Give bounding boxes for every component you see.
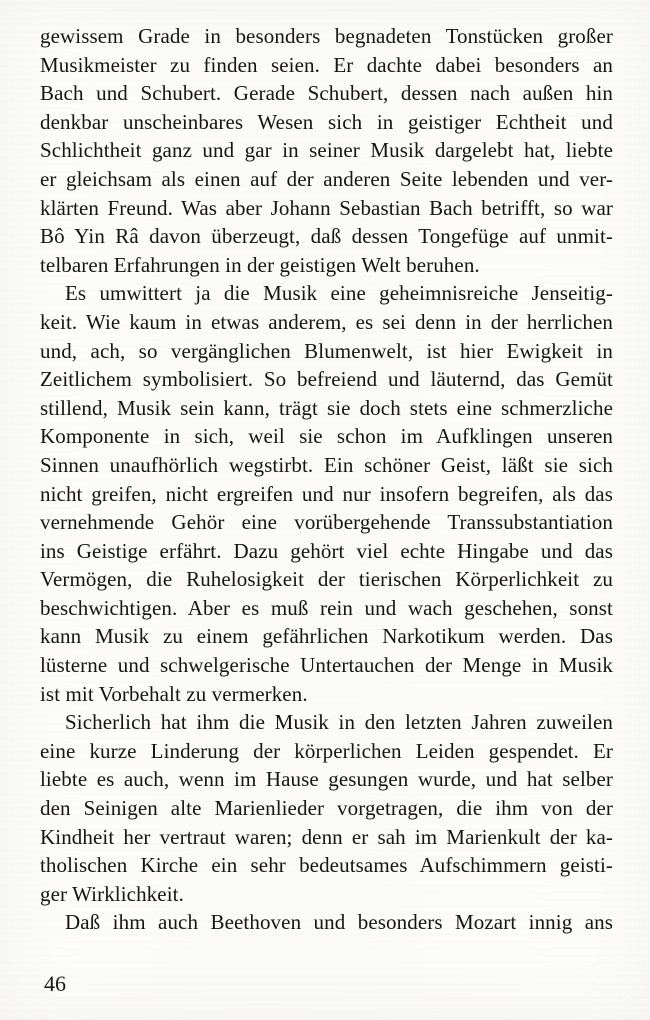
text-line: Sicherlich hat ihm die Musik in den letzten Jahren zuweilen [65,710,613,735]
text-line: ins Geistige erfährt. Dazu gehört viel echte Hingabe und das [40,538,613,563]
text-line: den Seinigen alte Marienlieder vorgetragen, die ihm von der [40,796,613,821]
text-line: Vermögen, die Ruhelosigkeit der tierischen Körperlichkeit zu [40,567,613,592]
text-line: klärten Freund. Was aber Johann Sebastian Bach betrifft, so war [40,195,613,220]
text-line: kann Musik zu einem gefährlichen Narkotikum werden. Das [40,624,613,649]
text-line: ist mit Vorbehalt zu vermerken. [40,681,308,706]
text-line: stillend, Musik sein kann, trägt sie doch stets eine schmerzliche [40,395,613,420]
text-line: denkbar unscheinbares Wesen sich in geistiger Echtheit und [40,109,613,134]
paragraph [40,279,613,708]
text-line: Sinnen unaufhörlich wegstirbt. Ein schöner Geist, läßt sie sich [40,452,613,477]
paragraph [40,22,613,279]
text-line: lüsterne und schwelgerische Untertauchen der Menge in Musik [40,653,613,678]
text-line: vernehmende Gehör eine vorübergehende Transsubstantiation [40,510,613,535]
text-line: liebte es auch, wenn im Hause gesungen wurde, und hat selber [40,767,613,792]
text-line: tholischen Kirche ein sehr bedeutsames Aufschimmern geisti- [40,853,613,878]
page-text-block [40,22,613,937]
text-line: Kindheit her vertraut waren; denn er sah im Marienkult der ka- [40,824,613,849]
text-line: Es umwittert ja die Musik eine geheimnisreiche Jenseitig- [65,281,613,306]
text-line: telbaren Erfahrungen in der geistigen Welt beruhen. [40,252,480,277]
text-line: und, ach, so vergänglichen Blumenwelt, ist hier Ewigkeit in [40,338,613,363]
text-line: Zeitlichem symbolisiert. So befreiend und läuternd, das Gemüt [40,367,613,392]
text-line: beschwichtigen. Aber es muß rein und wach geschehen, sonst [40,595,613,620]
text-line: ger Wirklichkeit. [40,881,184,906]
paragraph [40,908,613,937]
page-number: 46 [44,971,66,996]
text-line: keit. Wie kaum in etwas anderem, es sei denn in der herrlichen [40,309,613,334]
paragraph [40,708,613,908]
text-line: eine kurze Linderung der körperlichen Leiden gespendet. Er [40,738,613,763]
text-line: Bô Yin Râ davon überzeugt, daß dessen Tongefüge auf unmit- [40,224,613,249]
text-line: nicht greifen, nicht ergreifen und nur insofern begreifen, als das [40,481,613,506]
text-line: er gleichsam als einen auf der anderen Seite lebenden und ver- [40,166,613,191]
text-line: Musikmeister zu finden seien. Er dachte dabei besonders an [40,52,613,77]
text-line: Bach und Schubert. Gerade Schubert, dessen nach außen hin [40,81,613,106]
text-line: Daß ihm auch Beethoven und besonders Mozart innig ans [65,910,613,935]
text-line: Komponente in sich, weil sie schon im Aufklingen unseren [40,424,613,449]
text-line: Schlichtheit ganz und gar in seiner Musik dargelebt hat, liebte [40,138,613,163]
text-line: gewissem Grade in besonders begnadeten Tonstücken großer [40,24,613,48]
